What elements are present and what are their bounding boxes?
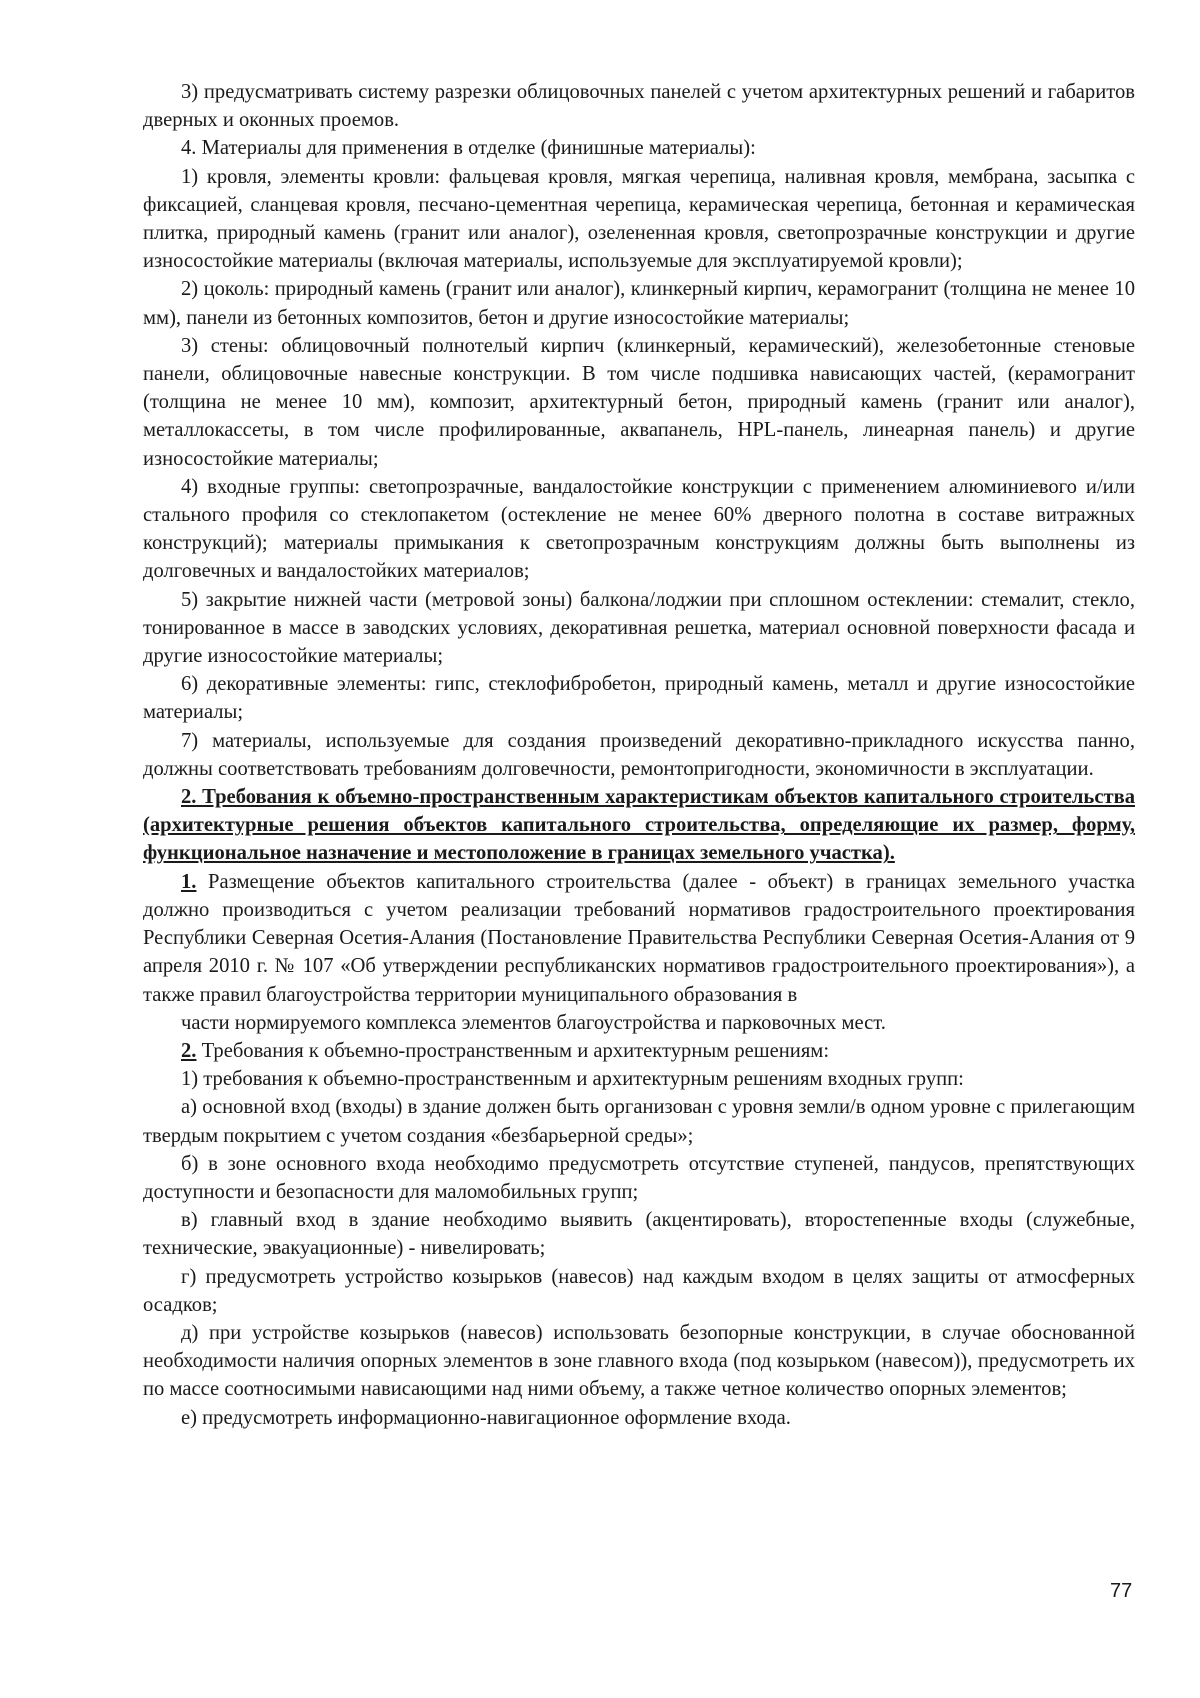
section-heading: 2. Требования к объемно-пространственным характеристикам объектов капитального строительства (архитектурные решения объектов капитального строительства, определяющие их размер, форму, функциональное назначение и местоположение в границах земельного участка).	[143, 786, 1135, 865]
paragraph: а) основной вход (входы) в здание должен быть организован с уровня земли/в одном уровне с прилегающим твердым покрытием с учетом создания «безбарьерной среды»;	[143, 1096, 1135, 1147]
item-1-number: 1.	[181, 870, 197, 893]
item-1-text: Размещение объектов капитального строительства (далее - объект) в границах земельного участка должно производиться с учетом реализации требований нормативов градостроительного проектирования Республики Северная Осетия-Алания (Постановление Правительства Республики Северная Осетия-Алания от 9 апреля 2010 г. № 107 «Об утверждении республиканских нормативов градостроительного проектирования»), а также правил благоустройства территории муниципального образования в	[143, 870, 1135, 1006]
paragraph: 5) закрытие нижней части (метровой зоны) балкона/лоджии при сплошном остеклении: стемалит, стекло, тонированное в массе в заводских условиях, декоративная решетка, материал основной поверхности фасада и другие износостойкие материалы;	[143, 588, 1135, 668]
item-2-number: 2.	[181, 1039, 197, 1062]
paragraph: 4. Материалы для применения в отделке (финишные материалы):	[181, 137, 756, 160]
paragraph: 7) материалы, используемые для создания произведений декоративно-прикладного искусства панно, должны соответствовать требованиям долговечности, ремонтопригодности, экономичности в эксплуатации.	[143, 729, 1135, 780]
page-number: 77	[1110, 1580, 1133, 1602]
paragraph: 1) кровля, элементы кровли: фальцевая кровля, мягкая черепица, наливная кровля, мембрана, засыпка с фиксацией, сланцевая кровля, песчано-цементная черепица, керамическая черепица, бетонная и керамическая плитка, природный камень (гранит или аналог), озелененная кровля, светопрозрачные конструкции и другие износостойкие материалы (включая материалы, используемые для эксплуатируемой кровли);	[143, 165, 1135, 273]
paragraph: 3) стены: облицовочный полнотелый кирпич (клинкерный, керамический), железобетонные стеновые панели, облицовочные навесные конструкции. В том числе подшивка нависающих частей, (керамогранит (толщина не менее 10 мм), композит, архитектурный бетон, природный камень (гранит или аналог), металлокассеты, в том числе профилированные, аквапанель, HPL-панель, линеарная панель) и другие износостойкие материалы;	[143, 334, 1135, 470]
item-2-paragraph	[143, 1037, 1135, 1065]
paragraph: д) при устройстве козырьков (навесов) использовать безопорные конструкции, в случае обоснованной необходимости наличия опорных элементов в зоне главного входа (под козырьком (навесом)), предусмотреть их по массе соотносимыми нависающими над ними объему, а также четное количество опорных элементов;	[143, 1321, 1135, 1401]
document-page	[143, 78, 1135, 1432]
paragraph: г) предусмотреть устройство козырьков (навесов) над каждым входом в целях защиты от атмосферных осадков;	[143, 1265, 1135, 1316]
item-1-paragraph	[143, 868, 1135, 1009]
paragraph: е) предусмотреть информационно-навигационное оформление входа.	[181, 1406, 791, 1429]
paragraph: 4) входные группы: светопрозрачные, вандалостойкие конструкции с применением алюминиевого и/или стального профиля со стеклопакетом (остекление не менее 60% дверного полотна в составе витражных конструкций); материалы примыкания к светопрозрачным конструкциям должны быть выполнены из долговечных и вандалостойких материалов;	[143, 475, 1135, 583]
item-1-continuation: части нормируемого комплекса элементов благоустройства и парковочных мест.	[181, 1011, 886, 1034]
paragraph: в) главный вход в здание необходимо выявить (акцентировать), второстепенные входы (служебные, технические, эвакуационные) - нивелировать;	[143, 1209, 1135, 1260]
paragraph: б) в зоне основного входа необходимо предусмотреть отсутствие ступеней, пандусов, препятствующих доступности и безопасности для маломобильных групп;	[143, 1152, 1135, 1203]
paragraph: 3) предусматривать систему разрезки облицовочных панелей с учетом архитектурных решений и габаритов дверных и оконных проемов.	[143, 81, 1135, 132]
item-2-text: Требования к объемно-пространственным и архитектурным решениям:	[196, 1039, 830, 1062]
paragraph: 1) требования к объемно-пространственным и архитектурным решениям входных групп:	[181, 1068, 964, 1091]
paragraph: 2) цоколь: природный камень (гранит или аналог), клинкерный кирпич, керамогранит (толщина не менее 10 мм), панели из бетонных композитов, бетон и другие износостойкие материалы;	[143, 278, 1135, 329]
paragraph: 6) декоративные элементы: гипс, стеклофибробетон, природный камень, металл и другие износостойкие материалы;	[143, 673, 1135, 724]
